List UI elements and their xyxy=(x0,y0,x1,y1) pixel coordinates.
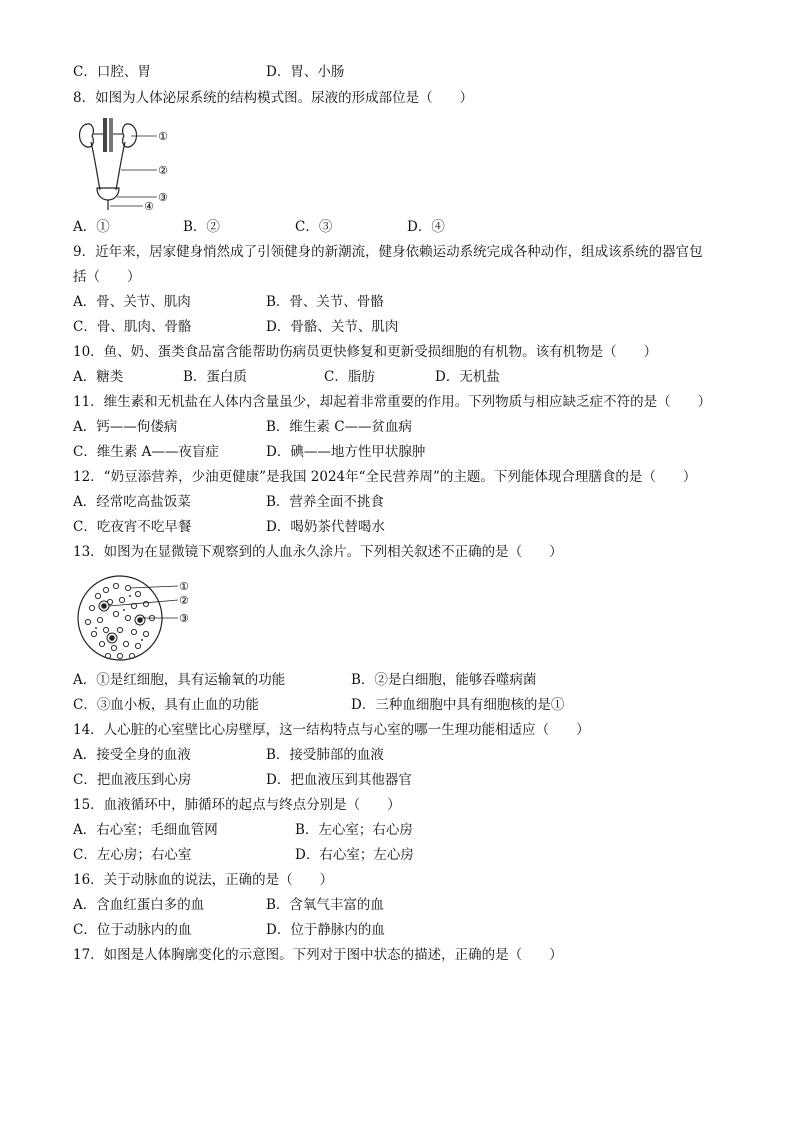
q11-stem: 11．维生素和无机盐在人体内含量虽少，却起着非常重要的作用。下列物质与相应缺乏症不符的是（ ） xyxy=(73,394,712,410)
q14-stem: 14．人心脏的心室壁比心房壁厚，这一结构特点与心室的哪一生理功能相适应（ ） xyxy=(73,722,590,738)
q10-stem: 10．鱼、奶、蛋类食品富含能帮助伤病员更快修复和更新受损细胞的有机物。该有机物是（ ） xyxy=(73,344,658,360)
q15-option-c[interactable]: C．左心房；右心室 xyxy=(73,847,192,863)
q8-option-a[interactable]: A．① xyxy=(73,219,110,235)
q13-option-a[interactable]: A．①是红细胞，具有运输氧的功能 xyxy=(73,672,286,688)
q9-options-row2 xyxy=(73,317,733,337)
q15-option-d[interactable]: D．右心室；左心房 xyxy=(295,847,414,863)
q13-options-row2 xyxy=(73,695,733,715)
q10-option-b[interactable]: B．蛋白质 xyxy=(183,369,247,385)
q16-option-d[interactable]: D．位于静脉内的血 xyxy=(266,922,385,938)
q14-options-row2 xyxy=(73,770,733,790)
q9-stem-line1: 9．近年来，居家健身悄然成了引领健身的新潮流，健身依赖运动系统完成各种动作，组成该系统的器官包 xyxy=(73,244,703,260)
q15-options-row2 xyxy=(73,845,733,865)
q13-option-c[interactable]: C．③血小板，具有止血的功能 xyxy=(73,697,259,713)
q12-stem: 12．“奶豆添营养，少油更健康”是我国 2024年“全民营养周”的主题。下列能体现合理膳食的是（ ） xyxy=(73,469,697,485)
q13-stem: 13．如图为在显微镜下观察到的人血永久涂片。下列相关叙述不正确的是（ ） xyxy=(73,544,563,560)
smear-label-1: ① xyxy=(179,580,189,593)
q8-option-c[interactable]: C．③ xyxy=(295,219,333,235)
smear-label-2: ② xyxy=(179,594,189,607)
label-1: ① xyxy=(158,130,168,143)
q10-option-c[interactable]: C．脂肪 xyxy=(324,369,375,385)
q9-option-d[interactable]: D．骨骼、关节、肌肉 xyxy=(266,319,399,335)
q8-stem: 8．如图为人体泌尿系统的结构模式图。尿液的形成部位是（ ） xyxy=(73,90,474,106)
q11-option-d[interactable]: D．碘——地方性甲状腺肿 xyxy=(266,444,426,460)
q16-stem: 16．关于动脉血的说法，正确的是（ ） xyxy=(73,872,334,888)
q16-options-row1 xyxy=(73,895,733,915)
label-4: ④ xyxy=(144,200,154,212)
q12-option-a[interactable]: A．经常吃高盐饭菜 xyxy=(73,494,191,510)
q8-option-d[interactable]: D．④ xyxy=(407,219,445,235)
q10-option-a[interactable]: A．糖类 xyxy=(73,369,124,385)
q15-options-row1 xyxy=(73,820,733,840)
q10-option-d[interactable]: D．无机盐 xyxy=(435,369,500,385)
urinary-system-figure xyxy=(73,114,183,212)
q14-option-d[interactable]: D．把血液压到其他器官 xyxy=(266,772,412,788)
q9-stem-line2: 括（ ） xyxy=(73,269,141,285)
q16-option-b[interactable]: B．含氧气丰富的血 xyxy=(266,897,384,913)
q7-option-c[interactable]: C．口腔、胃 xyxy=(73,64,151,80)
q13-options-row1 xyxy=(73,670,733,690)
q12-option-d[interactable]: D．喝奶茶代替喝水 xyxy=(266,519,385,535)
q14-option-b[interactable]: B．接受肺部的血液 xyxy=(266,747,384,763)
q8-options-row xyxy=(73,217,733,237)
q9-option-c[interactable]: C．骨、肌肉、骨骼 xyxy=(73,319,192,335)
blood-smear-diagram xyxy=(76,572,196,664)
q11-options-row2 xyxy=(73,442,733,462)
q12-option-b[interactable]: B．营养全面不挑食 xyxy=(266,494,384,510)
q9-options-row1 xyxy=(73,292,733,312)
q16-option-a[interactable]: A．含血红蛋白多的血 xyxy=(73,897,205,913)
q9-option-a[interactable]: A．骨、关节、肌肉 xyxy=(73,294,191,310)
q10-options-row xyxy=(73,367,733,387)
urinary-system-diagram xyxy=(73,114,183,212)
q11-options-row1 xyxy=(73,417,733,437)
q7-option-d[interactable]: D．胃、小肠 xyxy=(266,64,345,80)
q14-option-a[interactable]: A．接受全身的血液 xyxy=(73,747,191,763)
q12-options-row2 xyxy=(73,517,733,537)
q14-options-row1 xyxy=(73,745,733,765)
q15-stem: 15．血液循环中，肺循环的起点与终点分别是（ ） xyxy=(73,797,401,813)
blood-smear-figure xyxy=(76,572,196,664)
q13-option-d[interactable]: D．三种血细胞中具有细胞核的是① xyxy=(351,697,565,713)
q12-option-c[interactable]: C．吃夜宵不吃早餐 xyxy=(73,519,192,535)
q13-option-b[interactable]: B．②是白细胞，能够吞噬病菌 xyxy=(351,672,537,688)
label-2: ② xyxy=(158,164,168,177)
q8-option-b[interactable]: B．② xyxy=(183,219,220,235)
q16-option-c[interactable]: C．位于动脉内的血 xyxy=(73,922,192,938)
q11-option-b[interactable]: B．维生素 C——贫血病 xyxy=(266,419,413,435)
q17-stem: 17．如图是人体胸廓变化的示意图。下列对于图中状态的描述，正确的是（ ） xyxy=(73,947,563,963)
q12-options-row1 xyxy=(73,492,733,512)
q11-option-a[interactable]: A．钙——佝偻病 xyxy=(73,419,178,435)
q9-option-b[interactable]: B．骨、关节、骨骼 xyxy=(266,294,384,310)
q11-option-c[interactable]: C．维生素 A——夜盲症 xyxy=(73,444,219,460)
q7-options-row xyxy=(73,62,733,82)
label-3: ③ xyxy=(158,191,168,204)
q15-option-b[interactable]: B．左心室；右心房 xyxy=(295,822,413,838)
smear-label-3: ③ xyxy=(179,612,189,625)
q16-options-row2 xyxy=(73,920,733,940)
q14-option-c[interactable]: C．把血液压到心房 xyxy=(73,772,192,788)
q15-option-a[interactable]: A．右心室；毛细血管网 xyxy=(73,822,218,838)
